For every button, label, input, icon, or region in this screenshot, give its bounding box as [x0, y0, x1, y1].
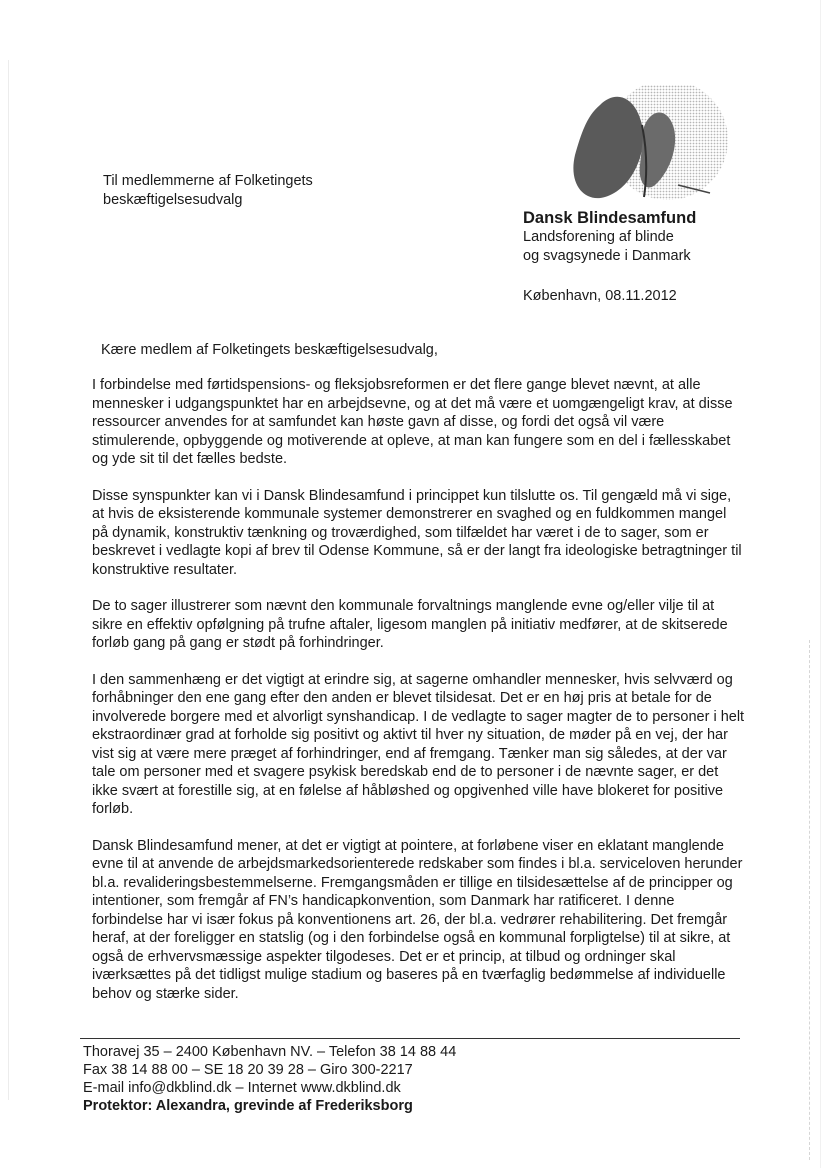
- letter-date: København, 08.11.2012: [523, 288, 677, 304]
- scan-artifact-edge: [820, 0, 821, 1168]
- footer-contact: E-mail info@dkblind.dk – Internet www.dkblind.dk: [83, 1080, 401, 1096]
- letter-footer: [83, 1043, 723, 1115]
- letter-body: [92, 376, 745, 1021]
- organization-name: Dansk Blindesamfund: [523, 209, 697, 227]
- body-paragraph: Disse synspunkter kan vi i Dansk Blindesamfund i princippet kun tilslutte os. Til gengæld må vi sige, at hvis de eksisterende kommunale systemer demonstrerer en svaghed og en fuldkommen mangel på dynamik, konstruktiv tænkning og troværdighed, som tilfældet har været i de to sager, som er beskrevet i vedlagte kopi af brev til Odense Kommune, så er der langt fra ideologiske betragtninger til konstruktive resultater.: [92, 487, 742, 578]
- scan-artifact-right: [809, 640, 811, 1160]
- body-paragraph: De to sager illustrerer som nævnt den kommunale forvaltnings manglende evne og/eller vilje til at sikre en effektiv opfølgning på trufne aftaler, ligesom manglen på initiativ medfører, at de skitserede forløb gang på gang er stødt på forhindringer.: [92, 598, 728, 651]
- body-paragraph: I forbindelse med førtidspensions- og fleksjobsreformen er det flere gange blevet nævnt, at alle mennesker i udgangspunktet har en arbejdsevne, og at det må være et uomgængeligt krav, at disse ressourcer anvendes for at samfundet kan høste gavn af disse, og fordi det også vil være stimulerende, opbyggende og motiverende at opleve, at man kan fungere som en del i fællesskabet og yde sit til det fælles bedste.: [92, 377, 733, 467]
- salutation: Kære medlem af Folketingets beskæftigelsesudvalg,: [101, 342, 438, 358]
- organization-tagline: og svagsynede i Danmark: [523, 248, 691, 264]
- recipient-line: beskæftigelsesudvalg: [103, 192, 243, 208]
- scan-artifact-left: [8, 60, 9, 1100]
- recipient-address: [103, 172, 403, 210]
- body-paragraph: Dansk Blindesamfund mener, at det er vigtigt at pointere, at forløbene viser en eklatant manglende evne til at anvende de arbejdsmarkedsorienterede redskaber som findes i bl.a. serviceloven herunder bl.a. revalideringsbestemmelserne. Fremgangsmåden er tillige en tilsidesættelse af de principper og intentioner, som fremgår af FN’s handicapkonvention, som Danmark har ratificeret. I denne forbindelse har vi især fokus på konventionens art. 26, der bl.a. vedrører rehabilitering. Det fremgår heraf, at der foreligger en statslig (og i den forbindelse også en kommunal forpligtelse) til at sikre, at også de erhvervsmæssige aspekter tilgodeses. Det er et princip, at tilbud og ordninger skal iværksættes på det tidligst mulige stadium og baseres på en tværfaglig bedømmelse af individuelle behov og stærke sider.: [92, 837, 743, 1002]
- footer-divider: [80, 1038, 740, 1039]
- butterfly-logo-icon: [560, 85, 735, 205]
- organization-tagline: Landsforening af blinde: [523, 229, 674, 245]
- footer-fax: Fax 38 14 88 00 – SE 18 20 39 28 – Giro 300-2217: [83, 1062, 413, 1078]
- footer-protektor: Protektor: Alexandra, grevinde af Frederiksborg: [83, 1098, 413, 1114]
- sender-block: [523, 208, 803, 266]
- recipient-line: Til medlemmerne af Folketingets: [103, 173, 313, 189]
- footer-address: Thoravej 35 – 2400 København NV. – Telefon 38 14 88 44: [83, 1044, 457, 1060]
- body-paragraph: I den sammenhæng er det vigtigt at erindre sig, at sagerne omhandler mennesker, hvis selvværd og forhåbninger den ene gang efter den anden er blevet tilsidesat. Det er en høj pris at betale for de involverede borgere med et alvorligt synshandicap. I de vedlagte to sager magter de to personer i helt ekstraordinær grad at forholde sig positivt og aktivt til hver ny situation, de møder på en vej, der har vist sig at være mere præget af forhindringer, end af fremgang. Tænker man sig således, at der var tale om personer med et svagere psykisk beredskab end de to personer i de nævnte sager, er det ikke svært at forestille sig, at en følelse af håbløshed og opgivenhed ville have blokeret for positive forløb.: [92, 671, 745, 817]
